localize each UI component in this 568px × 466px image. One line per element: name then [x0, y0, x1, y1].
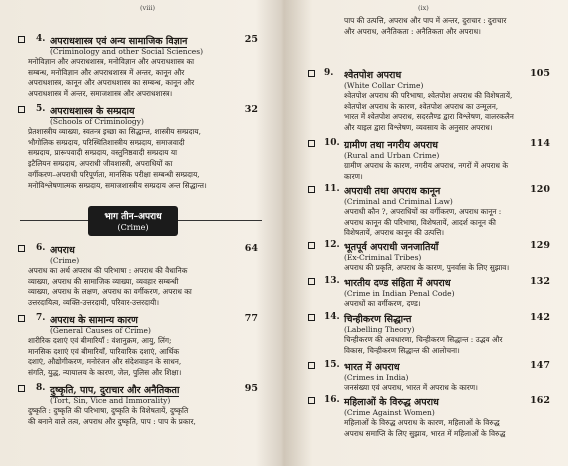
entry-subtitle: (Labelling Theory)	[344, 325, 415, 334]
entry-title: चिन्हीकरण सिद्धान्त	[344, 314, 412, 325]
checkbox-icon	[308, 278, 315, 285]
entry-subtitle: (General Causes of Crime)	[50, 326, 151, 335]
right-page	[288, 0, 568, 466]
entry-title: भारत में अपराध	[344, 362, 400, 373]
entry-description: मनोविज्ञान और अपराधशास्त्र, मनोविज्ञान और अपराधशास्त्र का सम्बन्ध, मनोविज्ञान और अपराधशास्त्र में अन्तर, कानून और अपराधशास्त्र, कानून और अपराधशास्त्र का सम्बन्ध, कानून और अपराधशास्त्र में अन्तर, समाजशास्त्र और अपराधशास्त्र।	[28, 57, 195, 99]
entry-page: 105	[530, 68, 550, 79]
entry-title: अपराध	[50, 245, 75, 256]
entry-subtitle: (Crime in Indian Penal Code)	[344, 289, 455, 298]
entry-subtitle: (Schools of Criminology)	[50, 117, 144, 126]
entry-page: 162	[530, 395, 550, 406]
entry-page: 95	[244, 383, 258, 394]
entry-subtitle: (White Collar Crime)	[344, 81, 424, 90]
entry-page: 129	[530, 240, 550, 251]
continued-text: पाप की उत्पत्ति, अपराध और पाप में अन्तर, दुराचार : दुराचार और अपराध, अनैतिकता : अनैतिकता और अपराध।	[344, 16, 507, 36]
entry-number: 15.	[324, 360, 340, 370]
entry-description: दुष्कृति : दुष्कृति की परिभाषा, दुष्कृति के विशेषतायें, दुष्कृति की बनाने वाले तत्व, अपराध और दुष्कृति, पाप : पाप के प्रकार,	[28, 406, 196, 426]
entry-page: 120	[530, 184, 550, 195]
entry-title: दुष्कृति, पाप, दुराचार और अनैतिकता	[50, 385, 180, 396]
entry-number: 10.	[324, 138, 340, 148]
checkbox-icon	[308, 314, 315, 321]
entry-page: 25	[244, 34, 258, 45]
entry-description: शारीरिक दशाएं एवं बीमारियाँ : वंशानुक्रम, आयु, लिंग; मानसिक दशाएं एवं बीमारियाँ, पारिवारिक दशाएं, आर्थिक दशाएं, औद्योगीकरण, मनोरंजन और संदेशवाहन के साधन, संगति, युद्ध, न्यायालय के कारण, जेल, पुलिस और शिक्षा।	[28, 336, 182, 378]
entry-description: अपराध का अर्थ अपराध की परिभाषा : अपराध की वैधानिक व्याख्या, अपराध की सामाजिक व्याख्या, व्यवहार सम्बन्धी व्याख्या, अपराध के लक्षण, अपराध का वर्गीकरण, अपराध का उत्तरदायित्व, व्यक्ति-उत्तरदायी, परिवार-उत्तरदायी।	[28, 266, 192, 308]
part-subtitle: (Crime)	[117, 223, 149, 232]
toc-entry-4[interactable]	[0, 34, 282, 99]
entry-title: अपराधी तथा अपराध कानून	[344, 186, 441, 197]
entry-page: 77	[244, 313, 258, 324]
left-page	[0, 0, 282, 466]
entry-number: 11.	[324, 184, 340, 194]
entry-description: अपराध की प्रकृति, अपराध के कारण, पुनर्वास के लिए सुझाव।	[344, 263, 510, 272]
entry-title: अपराधशास्त्र के सम्प्रदाय	[50, 106, 135, 117]
entry-number: 6.	[36, 243, 46, 253]
toc-entry-7[interactable]	[0, 313, 282, 378]
toc-entry-13[interactable]	[288, 276, 568, 308]
checkbox-icon	[18, 385, 25, 392]
checkbox-icon	[308, 140, 315, 147]
entry-subtitle: (Criminology and other Social Sciences)	[50, 47, 204, 56]
entry-number: 14.	[324, 312, 340, 322]
entry-number: 9.	[324, 68, 334, 78]
entry-description: जनसंख्या एवं अपराध, भारत में अपराध के कारण।	[344, 383, 478, 392]
entry-description: ग्रामीण अपराध के कारण, नगरीय अपराध, नगरों में अपराध के कारण।	[344, 161, 508, 181]
entry-page: 64	[244, 243, 258, 254]
entry-description: महिलाओं के विरुद्ध अपराध के कारण, महिलाओं के विरुद्ध अपराध समाप्ति के लिए सुझाव, भारत में महिलाओं के विरुद्ध	[344, 418, 506, 438]
toc-entry-11[interactable]	[288, 184, 568, 238]
checkbox-icon	[18, 36, 25, 43]
entry-number: 4.	[36, 34, 46, 44]
entry-page: 132	[530, 276, 550, 287]
entry-number: 8.	[36, 383, 46, 393]
toc-entry-16[interactable]	[288, 395, 568, 438]
checkbox-icon	[18, 315, 25, 322]
entry-subtitle: (Criminal and Criminal Law)	[344, 197, 453, 206]
entry-subtitle: (Crime Against Women)	[344, 408, 435, 417]
entry-title: महिलाओं के विरुद्ध अपराध	[344, 397, 439, 408]
entry-title: भारतीय दण्ड संहिता में अपराध	[344, 278, 451, 289]
checkbox-icon	[308, 186, 315, 193]
entry-description: चिन्हीकरण की अवधारणा, चिन्हीकरण सिद्धान्त : उद्भव और विकास, चिन्हीकरण सिद्धान्त की आलोचना।	[344, 335, 503, 355]
entry-description: अपराधी कौन ?, अपराधियों का वर्गीकरण, अपराध कानून : अपराध कानून की परिभाषा, विशेषतायें, आदर्श कानून की विशेषतायें, अपराध कानून की उत्पत्ति।	[344, 207, 502, 238]
toc-entry-5[interactable]	[0, 104, 282, 190]
entry-page: 32	[244, 104, 258, 115]
entry-number: 5.	[36, 104, 46, 114]
entry-title: भूतपूर्व अपराधी जनजातियाँ	[344, 242, 439, 253]
entry-subtitle: (Tort, Sin, Vice and Immorality)	[50, 396, 171, 405]
entry-subtitle: (Rural and Urban Crime)	[344, 151, 440, 160]
toc-entry-15[interactable]	[288, 360, 568, 392]
entry-number: 7.	[36, 313, 46, 323]
part-heading	[88, 206, 178, 236]
entry-subtitle: (Crimes in India)	[344, 373, 409, 382]
entry-subtitle: (Ex-Criminal Tribes)	[344, 253, 422, 262]
checkbox-icon	[308, 70, 315, 77]
toc-entry-12[interactable]	[288, 240, 568, 272]
entry-subtitle: (Crime)	[50, 256, 80, 265]
page-folio: (ix)	[418, 4, 429, 12]
toc-entry-8[interactable]	[0, 383, 282, 426]
entry-title: श्वेतपोश अपराध	[344, 70, 402, 81]
toc-entry-10[interactable]	[288, 138, 568, 181]
entry-number: 12.	[324, 240, 340, 250]
checkbox-icon	[308, 397, 315, 404]
toc-entry-9[interactable]	[288, 68, 568, 133]
entry-number: 13.	[324, 276, 340, 286]
entry-description: अपराधों का वर्गीकरण, दण्ड।	[344, 299, 421, 308]
checkbox-icon	[308, 362, 315, 369]
entry-number: 16.	[324, 395, 340, 405]
entry-page: 114	[530, 138, 550, 149]
entry-title: ग्रामीण तथा नगरीय अपराध	[344, 140, 439, 151]
entry-title: अपराध के सामान्य कारण	[50, 315, 138, 326]
entry-title: अपराधशास्त्र एवं अन्य सामाजिक विज्ञान	[50, 36, 188, 47]
checkbox-icon	[308, 242, 315, 249]
entry-page: 147	[530, 360, 550, 371]
checkbox-icon	[18, 106, 25, 113]
entry-description: प्रेतशास्त्रीय व्याख्या, स्वतन्त्र इच्छा का सिद्धान्त, शास्त्रीय सम्प्रदाय, भौगोलिक सम्प्रदाय, परिस्थितिशास्त्रीय सम्प्रदाय, समाजवादी सम्प्रदाय, प्रारूपवादी सम्प्रदाय, वस्तुनिष्ठवादी सम्प्रदाय या इटैलियन सम्प्रदाय, अपराधी जीवशास्त्री, अपराधियों का वर्गीकरण–अपराधी परिपूर्णता, मानसिक परीक्षा सम्बन्धी सम्प्रदाय, मनोविश्लेषणात्मक सम्प्रदाय, समाजशास्त्रीय सम्प्रदाय अन्त सिद्धान्त।	[28, 127, 207, 190]
entry-page: 142	[530, 312, 550, 323]
toc-entry-6[interactable]	[0, 243, 282, 308]
toc-entry-14[interactable]	[288, 312, 568, 355]
entry-description: श्वेतपोश अपराध की परिभाषा, श्वेतपोश अपराध की विशेषतायें, श्वेतपोश अपराध के कारण, श्वेतपोश अपराध का उन्मूलन, भारत में श्वेतपोश अपराध, सदरलैण्ड द्वारा विश्लेषण, वालरकलैन और याइल द्वारा विश्लेषण, व्यवसाय के अनुसार अपराध।	[344, 91, 514, 133]
checkbox-icon	[18, 245, 25, 252]
page-folio: (viii)	[140, 4, 155, 12]
part-title: भाग तीन–अपराध	[104, 212, 162, 222]
